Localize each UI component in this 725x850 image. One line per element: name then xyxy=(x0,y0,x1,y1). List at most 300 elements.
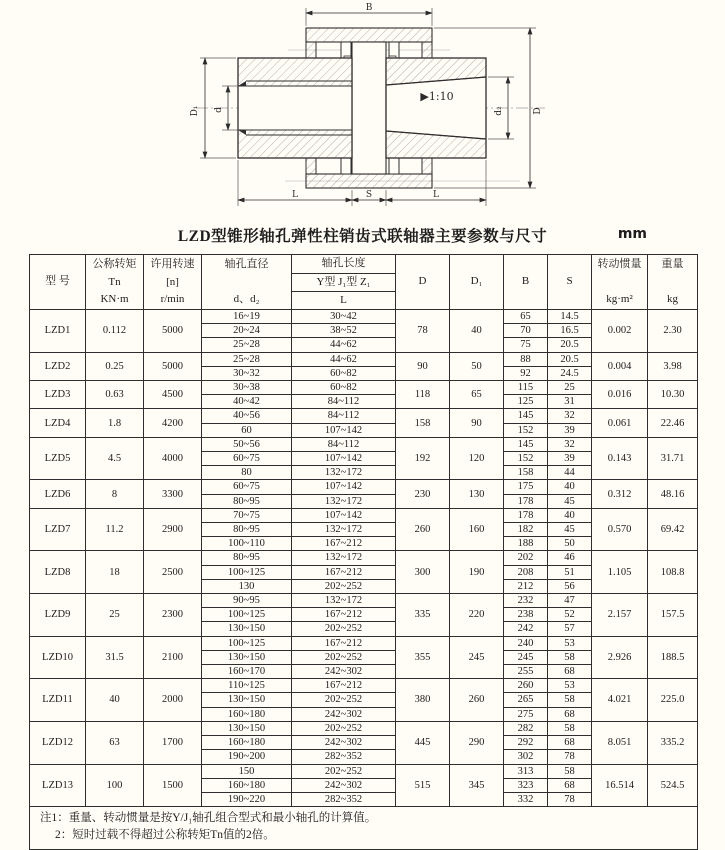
table-body xyxy=(30,310,698,807)
unit-label: mm xyxy=(617,226,647,242)
S-cell: 25 xyxy=(548,381,592,395)
table-header xyxy=(30,255,698,310)
S-cell: 20.5 xyxy=(548,338,592,352)
speed-cell: 2300 xyxy=(144,594,202,637)
note-1: 注1：重量、转动惯量是按Y/J₁轴孔组合型式和最小轴孔的计算值。 xyxy=(40,812,377,825)
bore-length-cell: 44~62 xyxy=(292,338,396,352)
table-row xyxy=(30,594,698,608)
bore-diameter-cell: 130~150 xyxy=(202,721,292,735)
bore-diameter-cell: 130~150 xyxy=(202,693,292,707)
bore-length-cell: 282~352 xyxy=(292,792,396,806)
B-cell: 125 xyxy=(504,395,548,409)
model-cell: LZD13 xyxy=(30,764,86,807)
bore-diameter-cell: 100~125 xyxy=(202,636,292,650)
header-torque xyxy=(86,255,144,310)
S-cell: 51 xyxy=(548,565,592,579)
D-cell: 118 xyxy=(396,381,450,409)
D-cell: 355 xyxy=(396,636,450,679)
speed-cell: 2100 xyxy=(144,636,202,679)
B-cell: 65 xyxy=(504,310,548,324)
inertia-cell: 1.105 xyxy=(592,551,648,594)
inertia-cell: 0.143 xyxy=(592,437,648,480)
D-cell: 230 xyxy=(396,480,450,508)
B-cell: 313 xyxy=(504,764,548,778)
table-row xyxy=(30,310,698,324)
bore-length-cell: 60~82 xyxy=(292,366,396,380)
B-cell: 212 xyxy=(504,579,548,593)
torque-cell: 8 xyxy=(86,480,144,508)
B-cell: 158 xyxy=(504,466,548,480)
S-cell: 24.5 xyxy=(548,366,592,380)
bore-diameter-cell: 150 xyxy=(202,764,292,778)
bore-length-cell: 38~52 xyxy=(292,324,396,338)
header-D: D xyxy=(396,255,450,310)
top-sleeve-wall-left xyxy=(306,42,316,59)
torque-cell: 0.25 xyxy=(86,352,144,380)
D1-cell: 130 xyxy=(450,480,504,508)
elastic-pin-bottom-left xyxy=(341,156,351,174)
speed-cell: 4200 xyxy=(144,409,202,437)
B-cell: 178 xyxy=(504,494,548,508)
bore-diameter-cell: 100~110 xyxy=(202,537,292,551)
inertia-cell: 0.061 xyxy=(592,409,648,437)
inertia-cell: 2.926 xyxy=(592,636,648,679)
header-weight-line2: kg xyxy=(667,293,678,305)
B-cell: 188 xyxy=(504,537,548,551)
table-row xyxy=(30,381,698,395)
bore-diameter-cell: 20~24 xyxy=(202,324,292,338)
bore-length-cell: 202~252 xyxy=(292,721,396,735)
S-cell: 45 xyxy=(548,494,592,508)
weight-cell: 31.71 xyxy=(648,437,698,480)
S-cell: 14.5 xyxy=(548,310,592,324)
weight-cell: 108.8 xyxy=(648,551,698,594)
bore-diameter-cell: 190~220 xyxy=(202,792,292,806)
bore-diameter-cell: 90~95 xyxy=(202,594,292,608)
B-cell: 70 xyxy=(504,324,548,338)
bore-length-cell: 202~252 xyxy=(292,650,396,664)
B-cell: 152 xyxy=(504,452,548,466)
dim-label-S: S xyxy=(365,190,373,200)
speed-cell: 2500 xyxy=(144,551,202,594)
S-cell: 53 xyxy=(548,679,592,693)
D1-cell: 160 xyxy=(450,508,504,551)
B-cell: 232 xyxy=(504,594,548,608)
B-cell: 178 xyxy=(504,508,548,522)
bore-diameter-cell: 40~56 xyxy=(202,409,292,423)
bore-diameter-cell: 80 xyxy=(202,466,292,480)
inertia-cell: 0.312 xyxy=(592,480,648,508)
S-cell: 68 xyxy=(548,736,592,750)
dim-label-d: d xyxy=(214,107,224,113)
D-cell: 78 xyxy=(396,310,450,353)
torque-cell: 0.112 xyxy=(86,310,144,353)
title-row xyxy=(0,224,725,248)
D-cell: 515 xyxy=(396,764,450,807)
B-cell: 92 xyxy=(504,366,548,380)
B-cell: 88 xyxy=(504,352,548,366)
bore-diameter-cell: 130 xyxy=(202,579,292,593)
bore-length-cell: 242~302 xyxy=(292,707,396,721)
bore-length-cell: 202~252 xyxy=(292,693,396,707)
bore-diameter-cell: 110~125 xyxy=(202,679,292,693)
bore-diameter-cell: 130~150 xyxy=(202,622,292,636)
bore-diameter-cell: 60~75 xyxy=(202,480,292,494)
header-length-L: L xyxy=(292,292,396,310)
bore-diameter-cell: 60 xyxy=(202,423,292,437)
S-cell: 58 xyxy=(548,721,592,735)
bore-diameter-cell: 80~95 xyxy=(202,494,292,508)
D1-cell: 65 xyxy=(450,381,504,409)
D1-cell: 190 xyxy=(450,551,504,594)
weight-cell: 3.98 xyxy=(648,352,698,380)
dim-label-L-left: L xyxy=(292,190,298,200)
weight-cell: 157.5 xyxy=(648,594,698,637)
speed-cell: 5000 xyxy=(144,310,202,353)
inertia-cell: 0.002 xyxy=(592,310,648,353)
S-cell: 57 xyxy=(548,622,592,636)
weight-cell: 69.42 xyxy=(648,508,698,551)
model-cell: LZD7 xyxy=(30,508,86,551)
top-sleeve-cap xyxy=(306,28,432,42)
weight-cell: 10.30 xyxy=(648,381,698,409)
speed-cell: 3300 xyxy=(144,480,202,508)
weight-cell: 225.0 xyxy=(648,679,698,722)
model-cell: LZD8 xyxy=(30,551,86,594)
bore-diameter-cell: 160~180 xyxy=(202,707,292,721)
bore-diameter-cell: 100~125 xyxy=(202,608,292,622)
coupling-drawing xyxy=(0,0,725,218)
B-cell: 175 xyxy=(504,480,548,494)
model-cell: LZD2 xyxy=(30,352,86,380)
bore-diameter-cell: 70~75 xyxy=(202,508,292,522)
header-weight-line1: 重量 xyxy=(661,258,684,270)
model-cell: LZD4 xyxy=(30,409,86,437)
D-cell: 158 xyxy=(396,409,450,437)
header-bore xyxy=(202,255,292,310)
S-cell: 53 xyxy=(548,636,592,650)
bore-length-cell: 60~82 xyxy=(292,381,396,395)
inertia-cell: 8.051 xyxy=(592,721,648,764)
D1-cell: 50 xyxy=(450,352,504,380)
bore-length-cell: 107~142 xyxy=(292,480,396,494)
table-row xyxy=(30,764,698,778)
torque-cell: 63 xyxy=(86,721,144,764)
D-cell: 300 xyxy=(396,551,450,594)
B-cell: 282 xyxy=(504,721,548,735)
model-cell: LZD1 xyxy=(30,310,86,353)
header-inertia-line2: kg·m² xyxy=(606,293,633,305)
bottom-sleeve-wall-right xyxy=(422,158,432,174)
S-cell: 58 xyxy=(548,764,592,778)
bore-length-cell: 84~112 xyxy=(292,409,396,423)
table-row xyxy=(30,480,698,494)
bore-diameter-cell: 80~95 xyxy=(202,551,292,565)
bore-length-cell: 107~142 xyxy=(292,452,396,466)
center-pin-column xyxy=(352,42,386,174)
table-row xyxy=(30,352,698,366)
notes-cell xyxy=(30,807,698,850)
S-cell: 40 xyxy=(548,480,592,494)
D1-cell: 90 xyxy=(450,409,504,437)
header-torque-line2: Tn xyxy=(108,275,121,288)
bore-length-cell: 107~142 xyxy=(292,423,396,437)
bore-diameter-cell: 130~150 xyxy=(202,650,292,664)
D-cell: 335 xyxy=(396,594,450,637)
header-speed-line2: [n] xyxy=(166,275,179,288)
S-cell: 47 xyxy=(548,594,592,608)
inertia-cell: 4.021 xyxy=(592,679,648,722)
bore-length-cell: 202~252 xyxy=(292,579,396,593)
B-cell: 302 xyxy=(504,750,548,764)
inertia-cell: 2.157 xyxy=(592,594,648,637)
header-bore-line1: 轴孔直径 xyxy=(224,258,269,270)
header-weight xyxy=(648,255,698,310)
bore-length-cell: 167~212 xyxy=(292,537,396,551)
left-hub-hatch-top xyxy=(238,58,352,86)
header-torque-line3: KN·m xyxy=(100,293,129,305)
bore-length-cell: 30~42 xyxy=(292,310,396,324)
table-row xyxy=(30,636,698,650)
model-cell: LZD5 xyxy=(30,437,86,480)
bore-diameter-cell: 60~75 xyxy=(202,452,292,466)
bore-diameter-cell: 25~28 xyxy=(202,338,292,352)
speed-cell: 5000 xyxy=(144,352,202,380)
B-cell: 255 xyxy=(504,665,548,679)
B-cell: 145 xyxy=(504,437,548,451)
weight-cell: 22.46 xyxy=(648,409,698,437)
header-length-title: 轴孔长度 xyxy=(292,255,396,274)
bore-length-cell: 132~172 xyxy=(292,523,396,537)
parameter-table xyxy=(29,254,698,850)
B-cell: 75 xyxy=(504,338,548,352)
bore-length-cell: 167~212 xyxy=(292,608,396,622)
B-cell: 240 xyxy=(504,636,548,650)
S-cell: 45 xyxy=(548,523,592,537)
header-torque-line1: 公称转矩 xyxy=(92,258,137,270)
D1-cell: 290 xyxy=(450,721,504,764)
dim-label-L-right: L xyxy=(433,190,439,200)
model-cell: LZD9 xyxy=(30,594,86,637)
B-cell: 242 xyxy=(504,622,548,636)
torque-cell: 0.63 xyxy=(86,381,144,409)
bore-diameter-cell: 160~180 xyxy=(202,736,292,750)
D-cell: 260 xyxy=(396,508,450,551)
table-row xyxy=(30,551,698,565)
torque-cell: 1.8 xyxy=(86,409,144,437)
header-speed-line3: r/min xyxy=(160,293,185,305)
S-cell: 56 xyxy=(548,579,592,593)
page-title: LZD型锥形轴孔弹性柱销齿式联轴器主要参数与尺寸 xyxy=(177,228,548,245)
D1-cell: 245 xyxy=(450,636,504,679)
speed-cell: 1700 xyxy=(144,721,202,764)
B-cell: 292 xyxy=(504,736,548,750)
S-cell: 78 xyxy=(548,750,592,764)
S-cell: 58 xyxy=(548,693,592,707)
header-length-types: Y型 J₁型 Z₁ xyxy=(292,273,396,292)
B-cell: 275 xyxy=(504,707,548,721)
dim-label-B: B xyxy=(365,3,373,13)
B-cell: 115 xyxy=(504,381,548,395)
bore-length-cell: 242~302 xyxy=(292,736,396,750)
weight-cell: 524.5 xyxy=(648,764,698,807)
inertia-cell: 16.514 xyxy=(592,764,648,807)
inertia-cell: 0.004 xyxy=(592,352,648,380)
bore-length-cell: 132~172 xyxy=(292,551,396,565)
table-row xyxy=(30,679,698,693)
table-row xyxy=(30,437,698,451)
B-cell: 245 xyxy=(504,650,548,664)
S-cell: 20.5 xyxy=(548,352,592,366)
header-bore-line2: d、d₂ xyxy=(233,293,260,305)
weight-cell: 2.30 xyxy=(648,310,698,353)
bore-diameter-cell: 30~32 xyxy=(202,366,292,380)
left-hub-hatch-bottom xyxy=(238,130,352,158)
S-cell: 68 xyxy=(548,665,592,679)
S-cell: 50 xyxy=(548,537,592,551)
bottom-sleeve-cap xyxy=(306,174,432,188)
B-cell: 332 xyxy=(504,792,548,806)
torque-cell: 31.5 xyxy=(86,636,144,679)
D-cell: 192 xyxy=(396,437,450,480)
S-cell: 39 xyxy=(548,452,592,466)
bore-length-cell: 167~212 xyxy=(292,636,396,650)
torque-cell: 40 xyxy=(86,679,144,722)
header-speed xyxy=(144,255,202,310)
header-S: S xyxy=(548,255,592,310)
note-2: 2：短时过载不得超过公称转矩Tn值的2倍。 xyxy=(55,829,275,842)
torque-cell: 11.2 xyxy=(86,508,144,551)
S-cell: 46 xyxy=(548,551,592,565)
speed-cell: 2900 xyxy=(144,508,202,551)
torque-cell: 4.5 xyxy=(86,437,144,480)
header-D1: D₁ xyxy=(450,255,504,310)
table-row xyxy=(30,409,698,423)
D1-cell: 120 xyxy=(450,437,504,480)
header-inertia xyxy=(592,255,648,310)
bore-diameter-cell: 190~200 xyxy=(202,750,292,764)
S-cell: 68 xyxy=(548,707,592,721)
S-cell: 58 xyxy=(548,650,592,664)
dim-label-D1: D₁ xyxy=(190,105,200,117)
weight-cell: 335.2 xyxy=(648,721,698,764)
bore-diameter-cell: 80~95 xyxy=(202,523,292,537)
bore-length-cell: 242~302 xyxy=(292,665,396,679)
bore-length-cell: 44~62 xyxy=(292,352,396,366)
B-cell: 260 xyxy=(504,679,548,693)
bore-diameter-cell: 50~56 xyxy=(202,437,292,451)
S-cell: 44 xyxy=(548,466,592,480)
D-cell: 90 xyxy=(396,352,450,380)
bore-length-cell: 132~172 xyxy=(292,466,396,480)
speed-cell: 4500 xyxy=(144,381,202,409)
B-cell: 152 xyxy=(504,423,548,437)
B-cell: 202 xyxy=(504,551,548,565)
model-cell: LZD12 xyxy=(30,721,86,764)
weight-cell: 48.16 xyxy=(648,480,698,508)
speed-cell: 1500 xyxy=(144,764,202,807)
bore-length-cell: 84~112 xyxy=(292,395,396,409)
S-cell: 16.5 xyxy=(548,324,592,338)
D1-cell: 40 xyxy=(450,310,504,353)
S-cell: 32 xyxy=(548,437,592,451)
header-inertia-line1: 转动惯量 xyxy=(597,258,642,270)
B-cell: 265 xyxy=(504,693,548,707)
D1-cell: 220 xyxy=(450,594,504,637)
coupling-drawing-svg xyxy=(0,0,725,218)
bore-diameter-cell: 16~19 xyxy=(202,310,292,324)
torque-cell: 18 xyxy=(86,551,144,594)
taper-label: ▶1:10 xyxy=(420,90,454,103)
bore-length-cell: 202~252 xyxy=(292,764,396,778)
dim-label-D: D xyxy=(533,107,543,115)
S-cell: 31 xyxy=(548,395,592,409)
bore-diameter-cell: 160~170 xyxy=(202,665,292,679)
speed-cell: 4000 xyxy=(144,437,202,480)
B-cell: 238 xyxy=(504,608,548,622)
table-notes xyxy=(30,807,698,850)
torque-cell: 25 xyxy=(86,594,144,637)
S-cell: 52 xyxy=(548,608,592,622)
table-row xyxy=(30,508,698,522)
model-cell: LZD10 xyxy=(30,636,86,679)
bore-diameter-cell: 25~28 xyxy=(202,352,292,366)
bore-length-cell: 202~252 xyxy=(292,622,396,636)
bore-diameter-cell: 40~42 xyxy=(202,395,292,409)
bore-length-cell: 242~302 xyxy=(292,778,396,792)
parameter-table-wrap xyxy=(29,254,697,850)
bore-diameter-cell: 100~125 xyxy=(202,565,292,579)
speed-cell: 2000 xyxy=(144,679,202,722)
bore-length-cell: 132~172 xyxy=(292,594,396,608)
B-cell: 323 xyxy=(504,778,548,792)
bore-length-cell: 167~212 xyxy=(292,565,396,579)
top-sleeve-wall-right xyxy=(422,42,432,59)
elastic-pin-bottom-right xyxy=(389,156,399,174)
table-row xyxy=(30,721,698,735)
S-cell: 68 xyxy=(548,778,592,792)
inertia-cell: 0.570 xyxy=(592,508,648,551)
bore-length-cell: 84~112 xyxy=(292,437,396,451)
D1-cell: 345 xyxy=(450,764,504,807)
model-cell: LZD3 xyxy=(30,381,86,409)
bore-length-cell: 282~352 xyxy=(292,750,396,764)
B-cell: 182 xyxy=(504,523,548,537)
header-B: B xyxy=(504,255,548,310)
dim-label-d2: d₂ xyxy=(494,106,504,116)
weight-cell: 188.5 xyxy=(648,636,698,679)
bottom-sleeve-wall-left xyxy=(306,158,316,174)
S-cell: 78 xyxy=(548,792,592,806)
model-cell: LZD6 xyxy=(30,480,86,508)
header-model: 型 号 xyxy=(30,255,86,310)
S-cell: 32 xyxy=(548,409,592,423)
S-cell: 39 xyxy=(548,423,592,437)
inertia-cell: 0.016 xyxy=(592,381,648,409)
B-cell: 145 xyxy=(504,409,548,423)
bore-length-cell: 132~172 xyxy=(292,494,396,508)
torque-cell: 100 xyxy=(86,764,144,807)
header-speed-line1: 许用转速 xyxy=(150,258,195,270)
B-cell: 208 xyxy=(504,565,548,579)
bore-diameter-cell: 160~180 xyxy=(202,778,292,792)
bore-length-cell: 167~212 xyxy=(292,679,396,693)
D-cell: 445 xyxy=(396,721,450,764)
bore-length-cell: 107~142 xyxy=(292,508,396,522)
S-cell: 40 xyxy=(548,508,592,522)
model-cell: LZD11 xyxy=(30,679,86,722)
D1-cell: 260 xyxy=(450,679,504,722)
